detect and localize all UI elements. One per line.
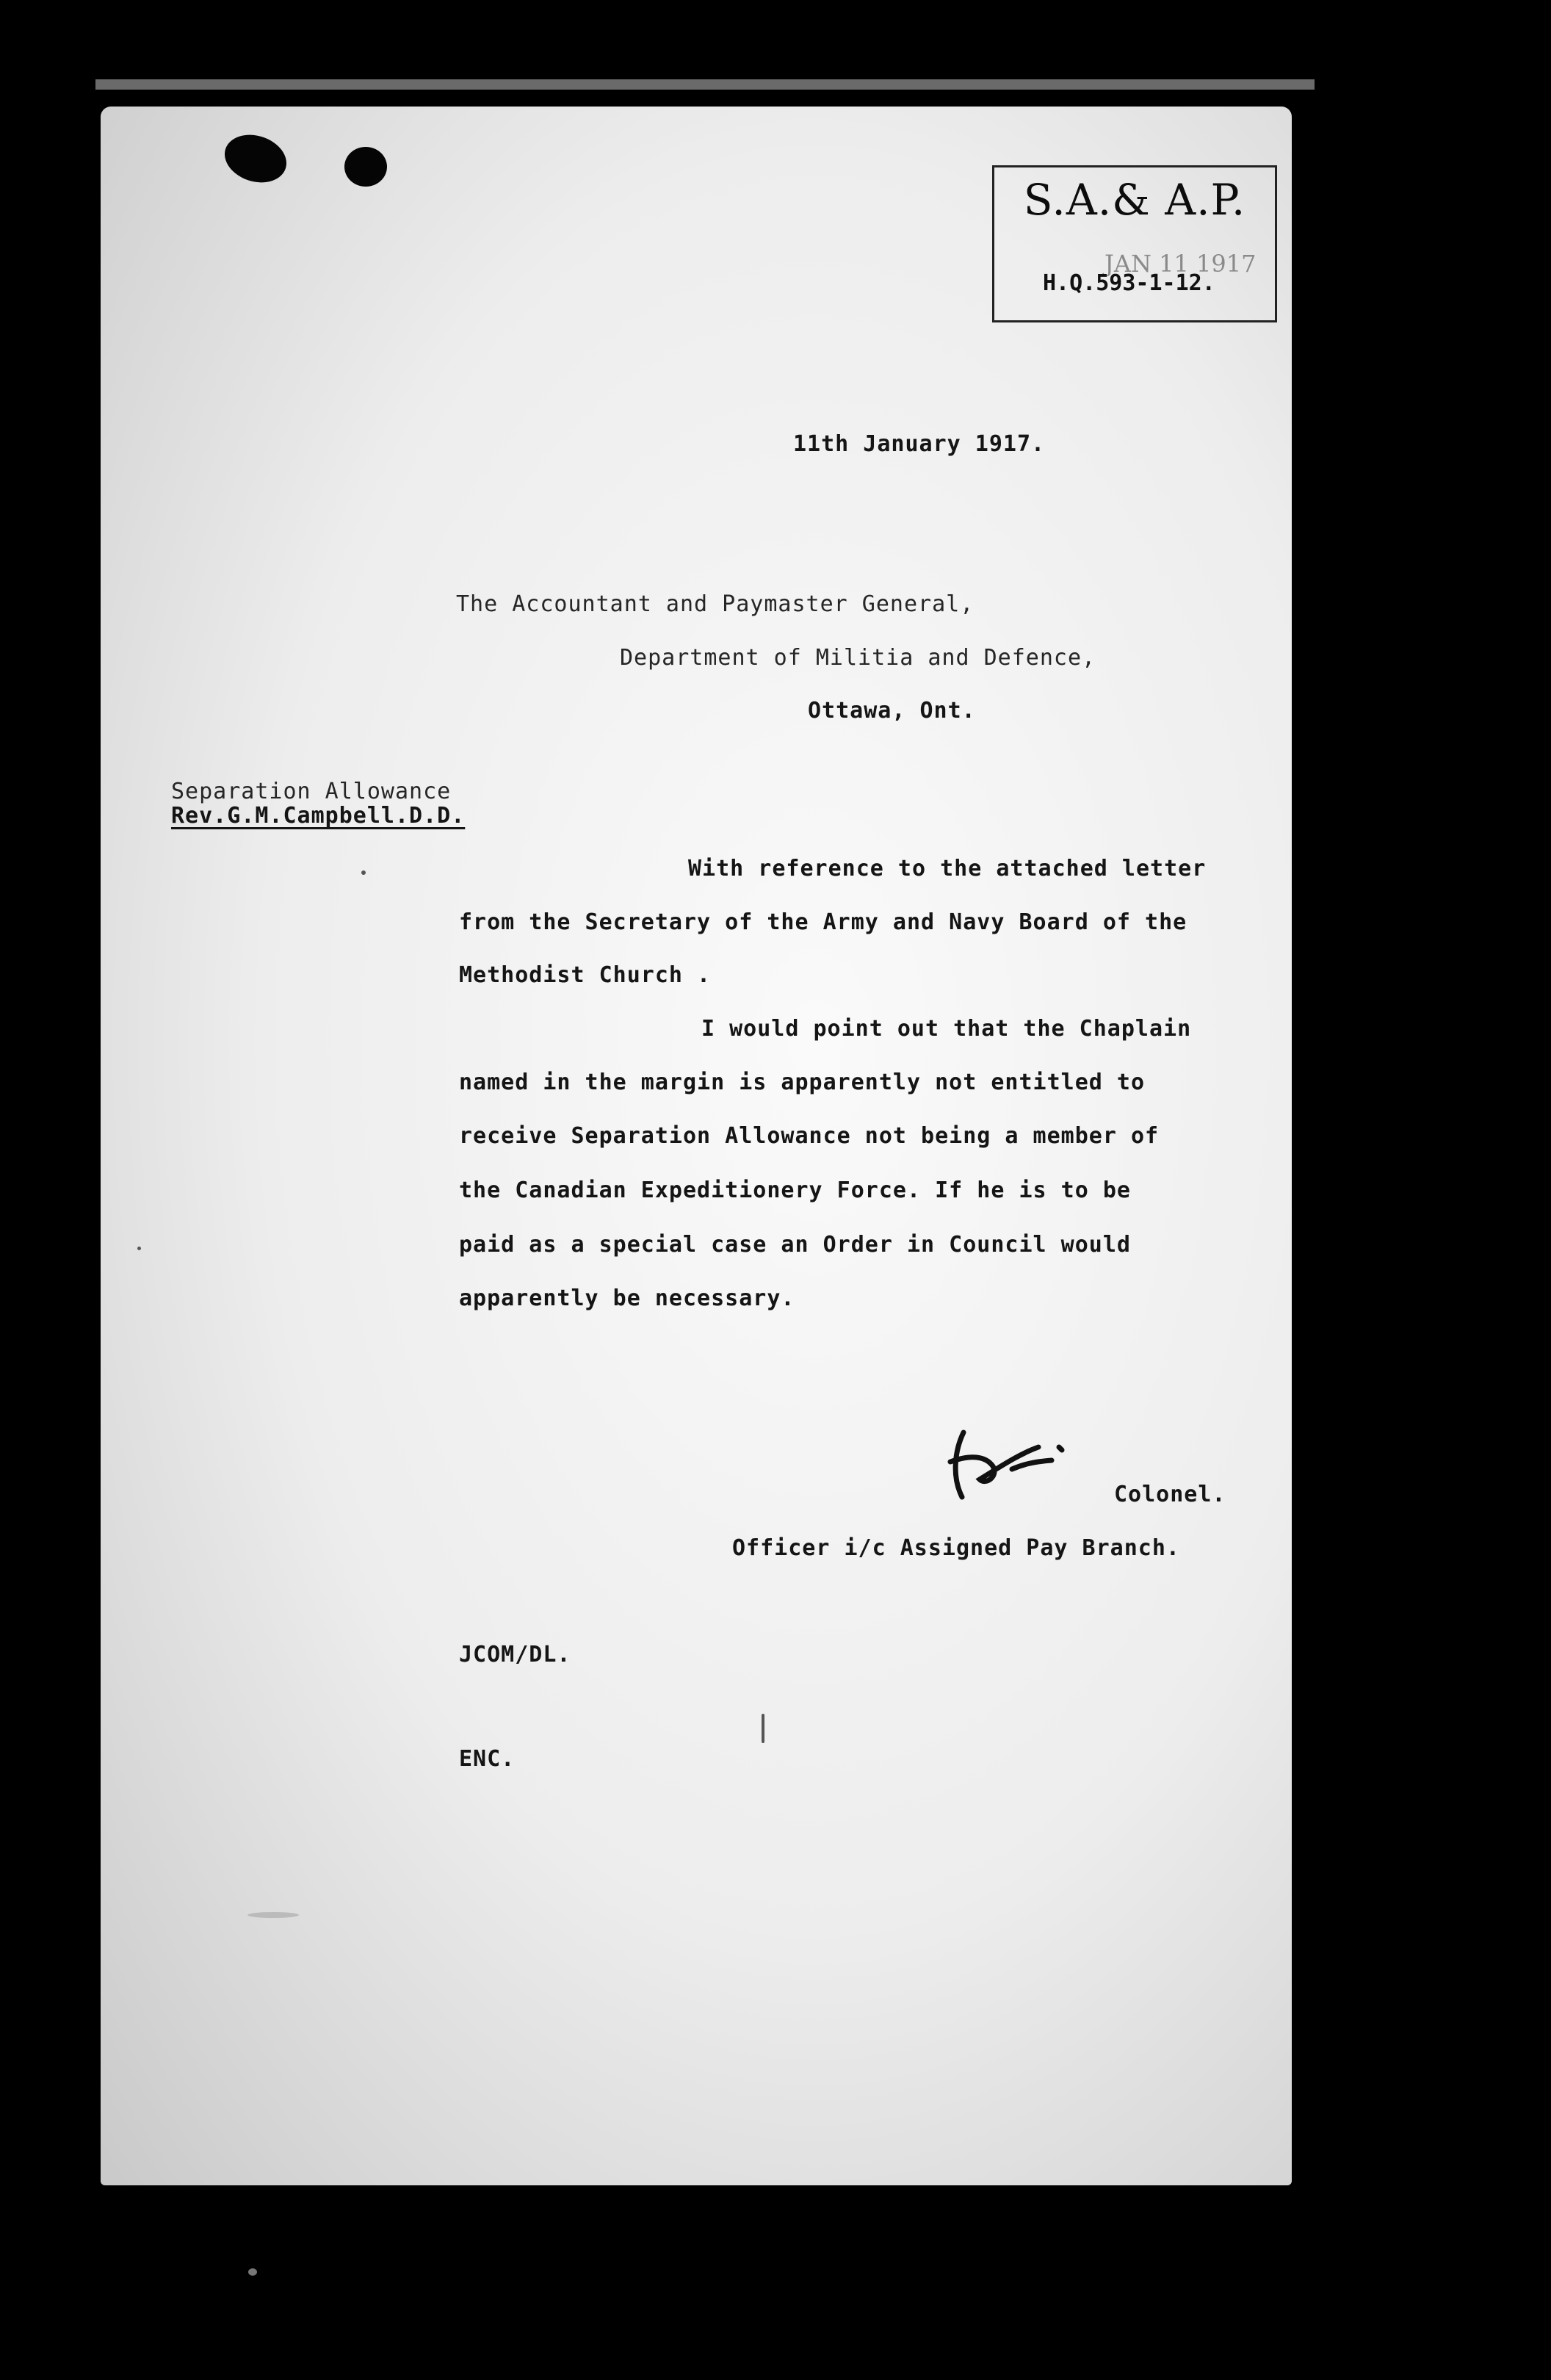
- film-edge: [95, 79, 1315, 90]
- paper-speck: [137, 1247, 141, 1250]
- subject-name: Rev.G.M.Campbell.D.D.: [171, 803, 466, 829]
- signatory-title: Officer i/c Assigned Pay Branch.: [732, 1535, 1180, 1561]
- address-line: Department of Militia and Defence,: [620, 645, 1096, 671]
- body-line: With reference to the attached letter: [688, 856, 1207, 881]
- body-line: paid as a special case an Order in Council would: [459, 1232, 1131, 1258]
- document-page: [101, 107, 1292, 2185]
- letter-date: 11th January 1917.: [793, 431, 1046, 457]
- received-stamp: [992, 165, 1277, 322]
- paper-speck: [361, 870, 366, 875]
- paper-smudge: [247, 1912, 299, 1918]
- reference-initials: JCOM/DL.: [459, 1642, 571, 1667]
- body-line: Methodist Church .: [459, 962, 712, 988]
- punch-hole: [344, 147, 387, 187]
- body-line: receive Separation Allowance not being a member of: [459, 1123, 1160, 1149]
- stamp-title: S.A.& A.P.: [1023, 175, 1246, 225]
- body-line: the Canadian Expeditionery Force. If he is to be: [459, 1178, 1131, 1203]
- address-line: The Accountant and Paymaster General,: [456, 591, 975, 617]
- enclosure-note: ENC.: [459, 1746, 516, 1772]
- body-line: from the Secretary of the Army and Navy Board of the: [459, 909, 1187, 935]
- stamp-file-number: H.Q.593-1-12.: [1043, 270, 1215, 296]
- body-line: named in the margin is apparently not entitled to: [459, 1070, 1146, 1095]
- address-line: Ottawa, Ont.: [808, 698, 976, 724]
- body-line: apparently be necessary.: [459, 1285, 795, 1311]
- body-line: I would point out that the Chaplain: [701, 1016, 1192, 1042]
- stamp-date: JAN 11 1917: [1104, 250, 1257, 278]
- subject-line: Separation Allowance: [171, 779, 452, 804]
- film-speck: [248, 2268, 257, 2276]
- signature: [941, 1418, 1074, 1506]
- paper-mark: [762, 1714, 764, 1743]
- signatory-rank: Colonel.: [1114, 1482, 1226, 1507]
- punch-hole: [219, 127, 293, 190]
